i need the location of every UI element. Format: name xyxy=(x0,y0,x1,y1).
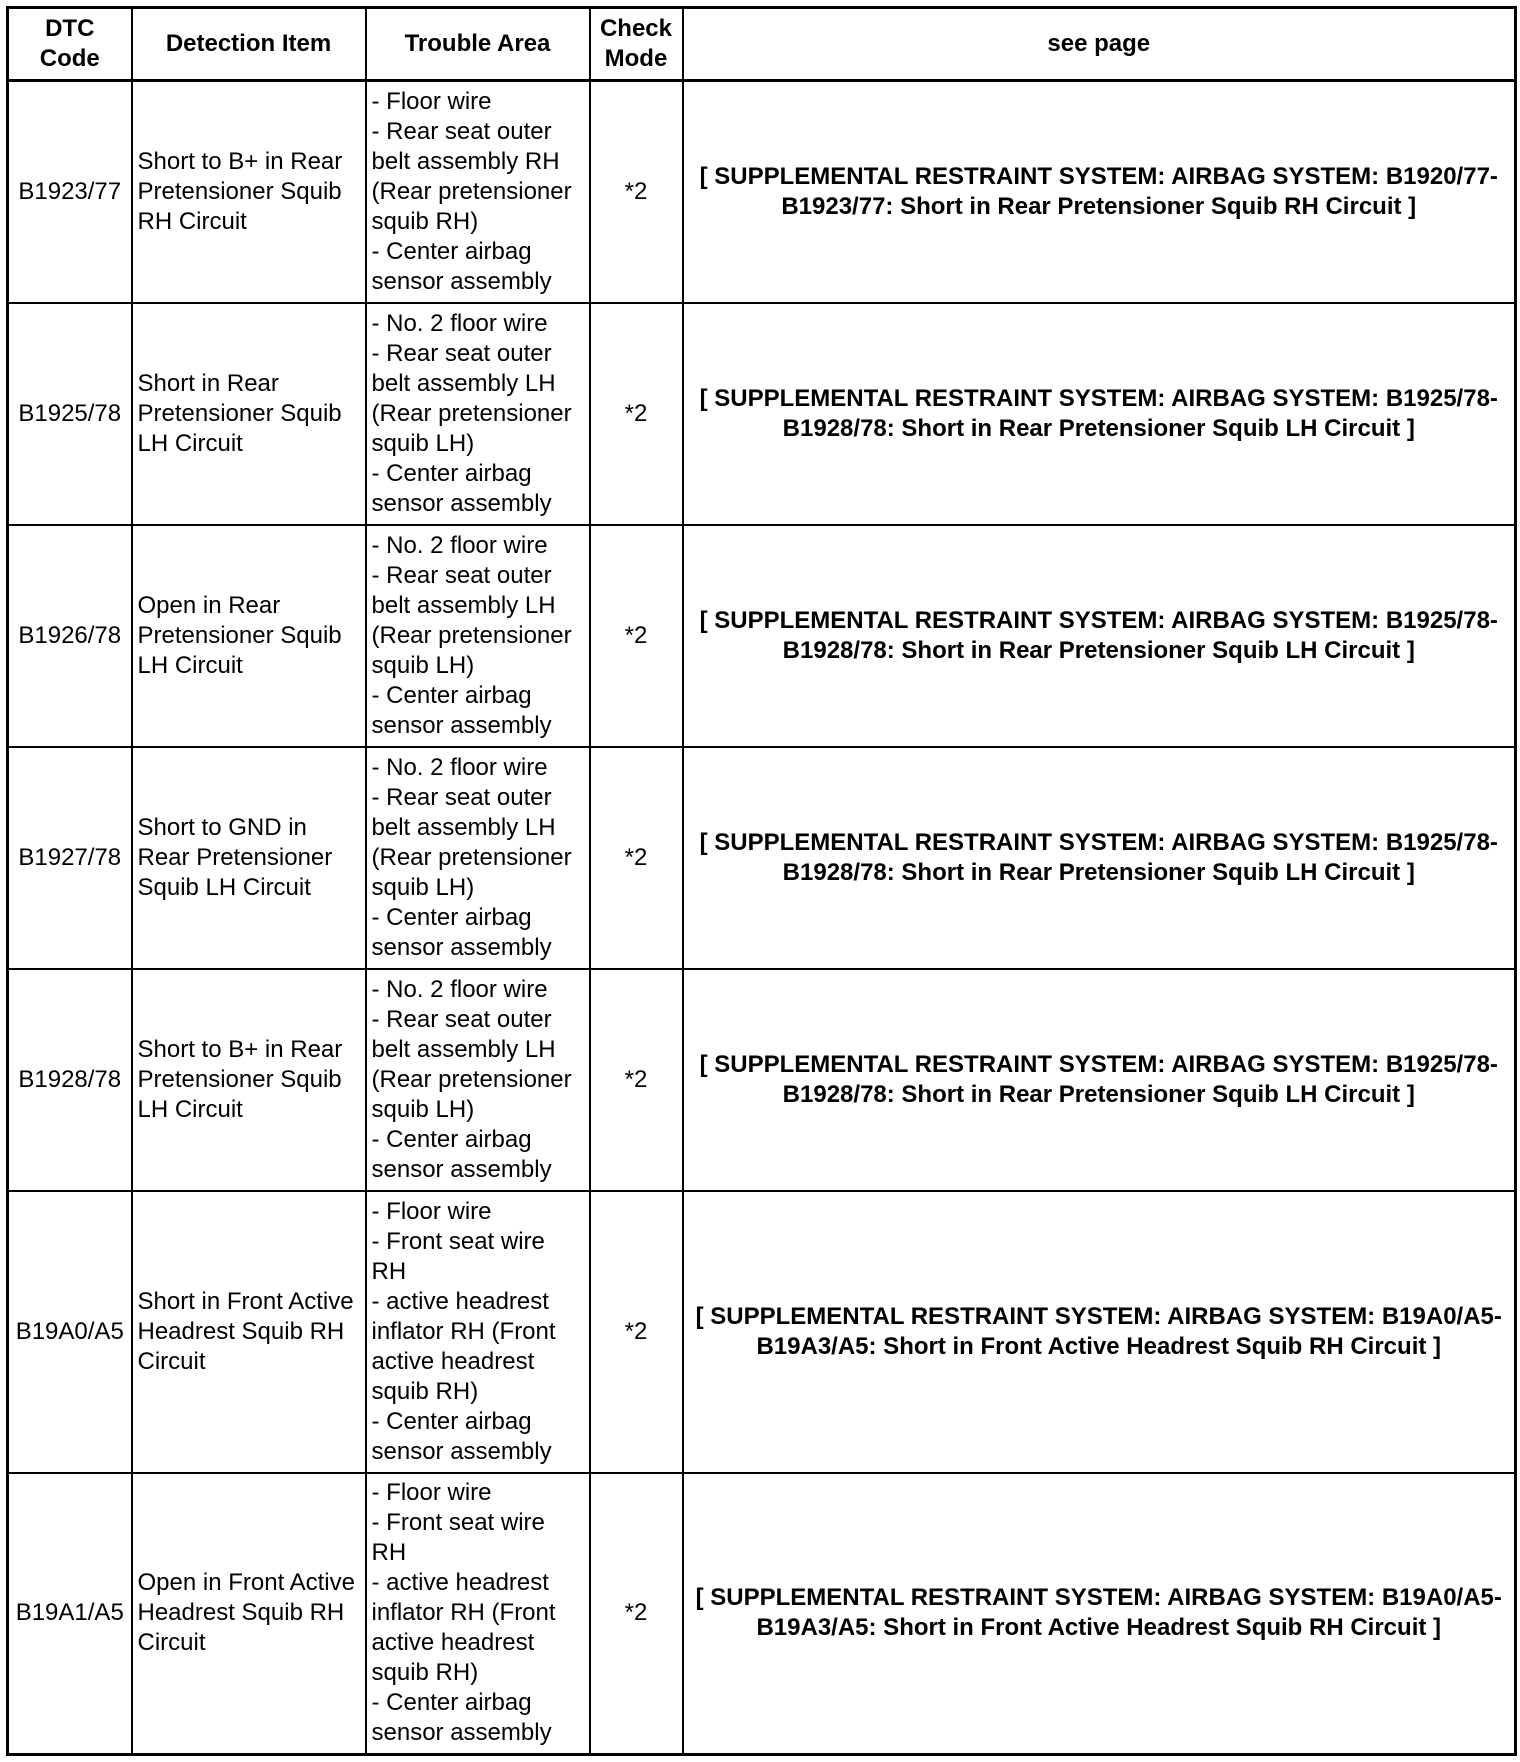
trouble-area-text: - No. 2 floor wire - Rear seat outer belt assembly LH (Rear pretensioner squib LH) - Center airbag sensor assembly xyxy=(371,531,572,739)
dtc-code-cell: B1928/78 xyxy=(8,969,132,1191)
see-page-link[interactable]: [ SUPPLEMENTAL RESTRAINT SYSTEM: AIRBAG SYSTEM: B1925/78-B1928/78: Short in Rear Pretensioner Squib LH Circuit ] xyxy=(683,747,1516,969)
trouble-area-cell xyxy=(366,969,590,1191)
trouble-area-cell xyxy=(366,747,590,969)
dtc-code-cell: B1926/78 xyxy=(8,525,132,747)
header-dtc-code: DTC Code xyxy=(8,8,132,81)
check-mode-cell: *2 xyxy=(590,1473,683,1755)
table-row xyxy=(8,1191,1516,1473)
trouble-area-text: - Floor wire - Rear seat outer belt assembly RH (Rear pretensioner squib RH) - Center airbag sensor assembly xyxy=(371,87,572,295)
detection-item-cell: Short in Rear Pretensioner Squib LH Circuit xyxy=(132,303,366,525)
trouble-area-text: - Floor wire - Front seat wire RH - active headrest inflator RH (Front active headrest squib RH) - Center airbag sensor assembly xyxy=(371,1479,556,1747)
check-mode-cell: *2 xyxy=(590,81,683,303)
detection-item-cell: Short in Front Active Headrest Squib RH Circuit xyxy=(132,1191,366,1473)
see-page-link[interactable]: [ SUPPLEMENTAL RESTRAINT SYSTEM: AIRBAG SYSTEM: B1925/78-B1928/78: Short in Rear Pretensioner Squib LH Circuit ] xyxy=(683,525,1516,747)
trouble-area-cell xyxy=(366,1473,590,1755)
see-page-link[interactable]: [ SUPPLEMENTAL RESTRAINT SYSTEM: AIRBAG SYSTEM: B1925/78-B1928/78: Short in Rear Pretensioner Squib LH Circuit ] xyxy=(683,303,1516,525)
trouble-area-text: - No. 2 floor wire - Rear seat outer belt assembly LH (Rear pretensioner squib LH) - Center airbag sensor assembly xyxy=(371,753,572,961)
check-mode-cell: *2 xyxy=(590,303,683,525)
detection-item-cell: Open in Rear Pretensioner Squib LH Circuit xyxy=(132,525,366,747)
dtc-code-cell: B1927/78 xyxy=(8,747,132,969)
table-row xyxy=(8,81,1516,303)
detection-item-cell: Short to GND in Rear Pretensioner Squib LH Circuit xyxy=(132,747,366,969)
header-check-mode: Check Mode xyxy=(590,8,683,81)
see-page-link[interactable]: [ SUPPLEMENTAL RESTRAINT SYSTEM: AIRBAG SYSTEM: B1920/77-B1923/77: Short in Rear Pretensioner Squib RH Circuit ] xyxy=(683,81,1516,303)
table-row xyxy=(8,525,1516,747)
table-row xyxy=(8,1473,1516,1755)
trouble-area-cell xyxy=(366,303,590,525)
dtc-code-cell: B19A1/A5 xyxy=(8,1473,132,1755)
trouble-area-cell xyxy=(366,81,590,303)
dtc-table xyxy=(6,6,1517,1756)
table-row xyxy=(8,747,1516,969)
trouble-area-cell xyxy=(366,1191,590,1473)
check-mode-cell: *2 xyxy=(590,1191,683,1473)
table-header-row xyxy=(8,8,1516,81)
trouble-area-cell xyxy=(366,525,590,747)
detection-item-cell: Short to B+ in Rear Pretensioner Squib RH Circuit xyxy=(132,81,366,303)
see-page-link[interactable]: [ SUPPLEMENTAL RESTRAINT SYSTEM: AIRBAG SYSTEM: B19A0/A5-B19A3/A5: Short in Front Active Headrest Squib RH Circuit ] xyxy=(683,1191,1516,1473)
trouble-area-text: - No. 2 floor wire - Rear seat outer belt assembly LH (Rear pretensioner squib LH) - Center airbag sensor assembly xyxy=(371,309,572,517)
header-detection-item: Detection Item xyxy=(132,8,366,81)
check-mode-cell: *2 xyxy=(590,525,683,747)
header-see-page: see page xyxy=(683,8,1516,81)
detection-item-cell: Open in Front Active Headrest Squib RH Circuit xyxy=(132,1473,366,1755)
dtc-code-cell: B19A0/A5 xyxy=(8,1191,132,1473)
table-row xyxy=(8,303,1516,525)
table-row xyxy=(8,969,1516,1191)
header-trouble-area: Trouble Area xyxy=(366,8,590,81)
check-mode-cell: *2 xyxy=(590,969,683,1191)
dtc-code-cell: B1923/77 xyxy=(8,81,132,303)
see-page-link[interactable]: [ SUPPLEMENTAL RESTRAINT SYSTEM: AIRBAG SYSTEM: B1925/78-B1928/78: Short in Rear Pretensioner Squib LH Circuit ] xyxy=(683,969,1516,1191)
trouble-area-text: - Floor wire - Front seat wire RH - active headrest inflator RH (Front active headrest squib RH) - Center airbag sensor assembly xyxy=(371,1197,556,1465)
check-mode-cell: *2 xyxy=(590,747,683,969)
trouble-area-text: - No. 2 floor wire - Rear seat outer belt assembly LH (Rear pretensioner squib LH) - Center airbag sensor assembly xyxy=(371,975,572,1183)
dtc-code-cell: B1925/78 xyxy=(8,303,132,525)
detection-item-cell: Short to B+ in Rear Pretensioner Squib LH Circuit xyxy=(132,969,366,1191)
see-page-link[interactable]: [ SUPPLEMENTAL RESTRAINT SYSTEM: AIRBAG SYSTEM: B19A0/A5-B19A3/A5: Short in Front Active Headrest Squib RH Circuit ] xyxy=(683,1473,1516,1755)
